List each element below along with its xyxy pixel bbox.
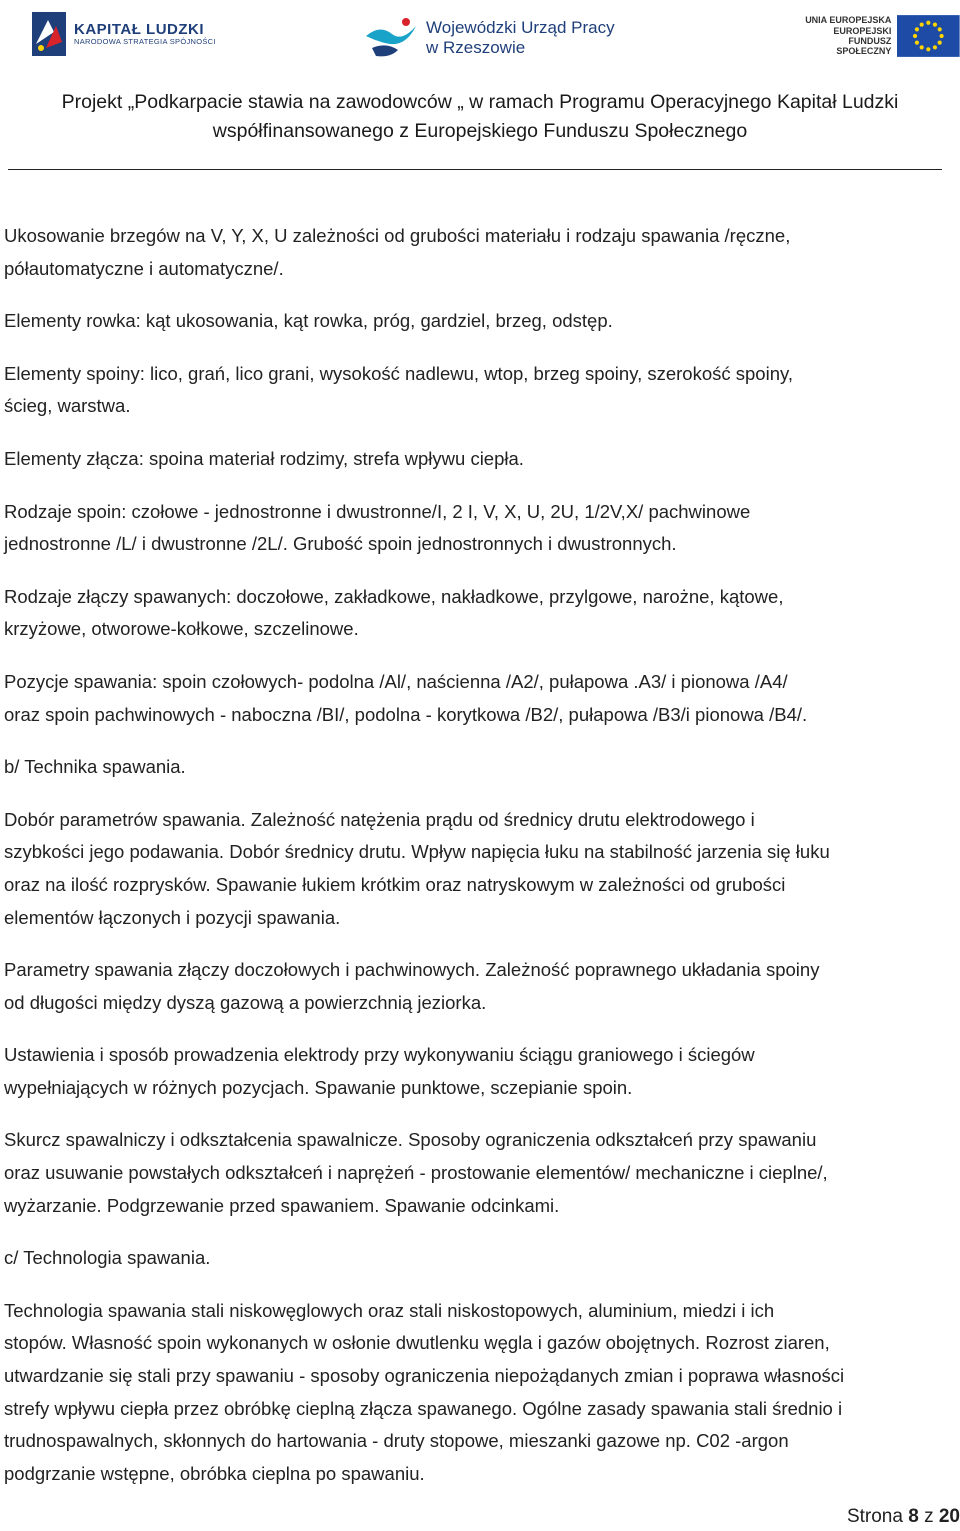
page-number-current: 8 <box>908 1506 919 1527</box>
paragraph <box>4 305 960 338</box>
paragraph-line: Parametry spawania złączy doczołowych i pachwinowych. Zależność poprawnego układania spoiny <box>4 959 820 981</box>
paragraph <box>4 496 960 561</box>
header-divider <box>8 169 942 170</box>
paragraph-line: oraz usuwanie powstałych odkształceń i naprężeń - prostowanie elementów/ mechaniczne i cieplne/, <box>4 1162 828 1184</box>
eu-line2: EUROPEJSKI <box>833 25 892 36</box>
paragraph <box>4 1039 960 1104</box>
paragraph <box>4 666 960 731</box>
paragraph <box>4 1295 960 1491</box>
eu-logo <box>796 14 960 58</box>
paragraph-line: jednostronne /L/ i dwustronne /2L/. Grubość spoin jednostronnych i dwustronnych. <box>4 533 677 555</box>
kapital-ludzki-logo <box>32 12 216 56</box>
paragraph-line: Elementy spoiny: lico, grań, lico grani, wysokość nadlewu, wtop, brzeg spoiny, szerokość spoiny, <box>4 362 794 384</box>
paragraph <box>4 358 960 423</box>
paragraph <box>4 220 960 285</box>
paragraph-line: Ukosowanie brzegów na V, Y, X, U zależności od grubości materiału i rodzaju spawania /ręczne, <box>4 225 791 246</box>
wup-name-line1: Wojewódzki Urząd Pracy <box>426 18 615 38</box>
page-number-middle: z <box>924 1506 934 1527</box>
page-number-prefix: Strona <box>846 1506 903 1527</box>
paragraph-line: Elementy złącza: spoina materiał rodzimy, strefa wpływu ciepła. <box>4 447 524 469</box>
wup-bird-icon <box>362 14 420 62</box>
paragraph-line: Dobór parametrów spawania. Zależność natężenia prądu od średnicy drutu elektrodowego i <box>4 808 755 830</box>
paragraph <box>4 804 960 934</box>
paragraph-line: stopów. Własność spoin wykonanych w osłonie dwutlenku węgla i gazów obojętnych. Rozrost ziaren, <box>4 1332 830 1354</box>
wup-name-line2: w Rzeszowie <box>426 38 526 57</box>
paragraph-line: Skurcz spawalniczy i odkształcenia spawalnicze. Sposoby ograniczenia odkształceń przy spawaniu <box>4 1129 817 1151</box>
paragraph-line: Rodzaje złączy spawanych: doczołowe, zakładkowe, nakładkowe, przylgowe, narożne, kątowe, <box>4 585 784 607</box>
paragraph-line: ścieg, warstwa. <box>4 395 131 417</box>
paragraph <box>4 1242 960 1275</box>
kapital-ludzki-subtitle: NARODOWA STRATEGIA SPÓJNOŚCI <box>74 37 216 47</box>
eu-line1: UNIA EUROPEJSKA <box>805 15 892 26</box>
paragraph-line: utwardzanie się stali przy spawaniu - sposoby ograniczenia niepożądanych zmian i poprawa własności <box>4 1365 845 1387</box>
paragraph-line: b/ Technika spawania. <box>4 756 186 778</box>
kapital-ludzki-emblem-icon <box>32 12 66 56</box>
paragraph <box>4 581 960 646</box>
paragraph-line: oraz spoin pachwinowych - naboczna /BI/, podolna - korytkowa /B2/, pułapowa /B3/i pionowa /B4/. <box>4 703 808 725</box>
paragraph-line: Technologia spawania stali niskowęglowych oraz stali niskostopowych, aluminium, miedzi i ich <box>4 1299 775 1321</box>
paragraph-line: podgrzanie wstępne, obróbka cieplna po spawaniu. <box>4 1462 425 1484</box>
kapital-ludzki-title: KAPITAŁ LUDZKI <box>74 20 205 38</box>
page-number <box>847 1506 960 1528</box>
paragraph-line: c/ Technologia spawania. <box>4 1247 211 1269</box>
paragraph-line: Pozycje spawania: spoin czołowych- podolna /Al/, naścienna /A2/, pułapowa .A3/ i pionowa /A4/ <box>4 670 788 692</box>
paragraph-line: Rodzaje spoin: czołowe - jednostronne i dwustronne/I, 2 I, V, X, U, 2U, 1/2V,X/ pachwinowe <box>4 500 751 522</box>
paragraph <box>4 954 960 1019</box>
paragraph-line: wyżarzanie. Podgrzewanie przed spawaniem. Spawanie odcinkami. <box>4 1194 560 1216</box>
paragraph <box>4 751 960 784</box>
paragraph-line: krzyżowe, otworowe-kołkowe, szczelinowe. <box>4 618 359 640</box>
paragraph <box>4 443 960 476</box>
paragraph-line: wypełniających w różnych pozycjach. Spawanie punktowe, sczepianie spoin. <box>4 1076 633 1098</box>
project-header-line2: współfinansowanego z Europejskiego Funduszu Społecznego <box>212 120 748 142</box>
paragraph-line: Elementy rowka: kąt ukosowania, kąt rowka, próg, gardziel, brzeg, odstęp. <box>4 310 613 332</box>
paragraph-line: strefy wpływu ciepła przez obróbkę cieplną złącza spawanego. Ogólne zasady spawania stali średnio i <box>4 1397 843 1419</box>
logo-bar <box>0 6 960 70</box>
paragraph-line: od długości między dyszą gazową a powierzchnią jeziorka. <box>4 991 487 1013</box>
paragraph-line: szybkości jego podawania. Dobór średnicy drutu. Wpływ napięcia łuku na stabilność jarzenia się łuku <box>4 841 830 863</box>
paragraph-line: elementów łączonych i pozycji spawania. <box>4 906 341 928</box>
paragraph-line: półautomatyczne i automatyczne/. <box>4 257 284 279</box>
eu-line3: FUNDUSZ SPOŁECZNY <box>836 36 892 57</box>
project-header <box>0 88 960 146</box>
project-header-line1: Projekt „Podkarpacie stawia na zawodowców „ w ramach Programu Operacyjnego Kapitał Ludzki <box>61 91 899 113</box>
paragraph <box>4 1124 960 1222</box>
paragraph-line: trudnospawalnych, skłonnych do hartowania - druty stopowe, mieszanki gazowe np. C02 -argon <box>4 1430 789 1452</box>
page-number-total: 20 <box>938 1506 960 1527</box>
eu-flag-icon <box>897 14 960 58</box>
wup-logo <box>362 14 615 62</box>
paragraph-line: oraz na ilość rozprysków. Spawanie łukiem krótkim oraz natryskowym w zależności od grubości <box>4 873 786 895</box>
paragraph-line: Ustawienia i sposób prowadzenia elektrody przy wykonywaniu ściągu graniowego i ściegów <box>4 1044 755 1066</box>
document-body <box>4 220 960 1510</box>
